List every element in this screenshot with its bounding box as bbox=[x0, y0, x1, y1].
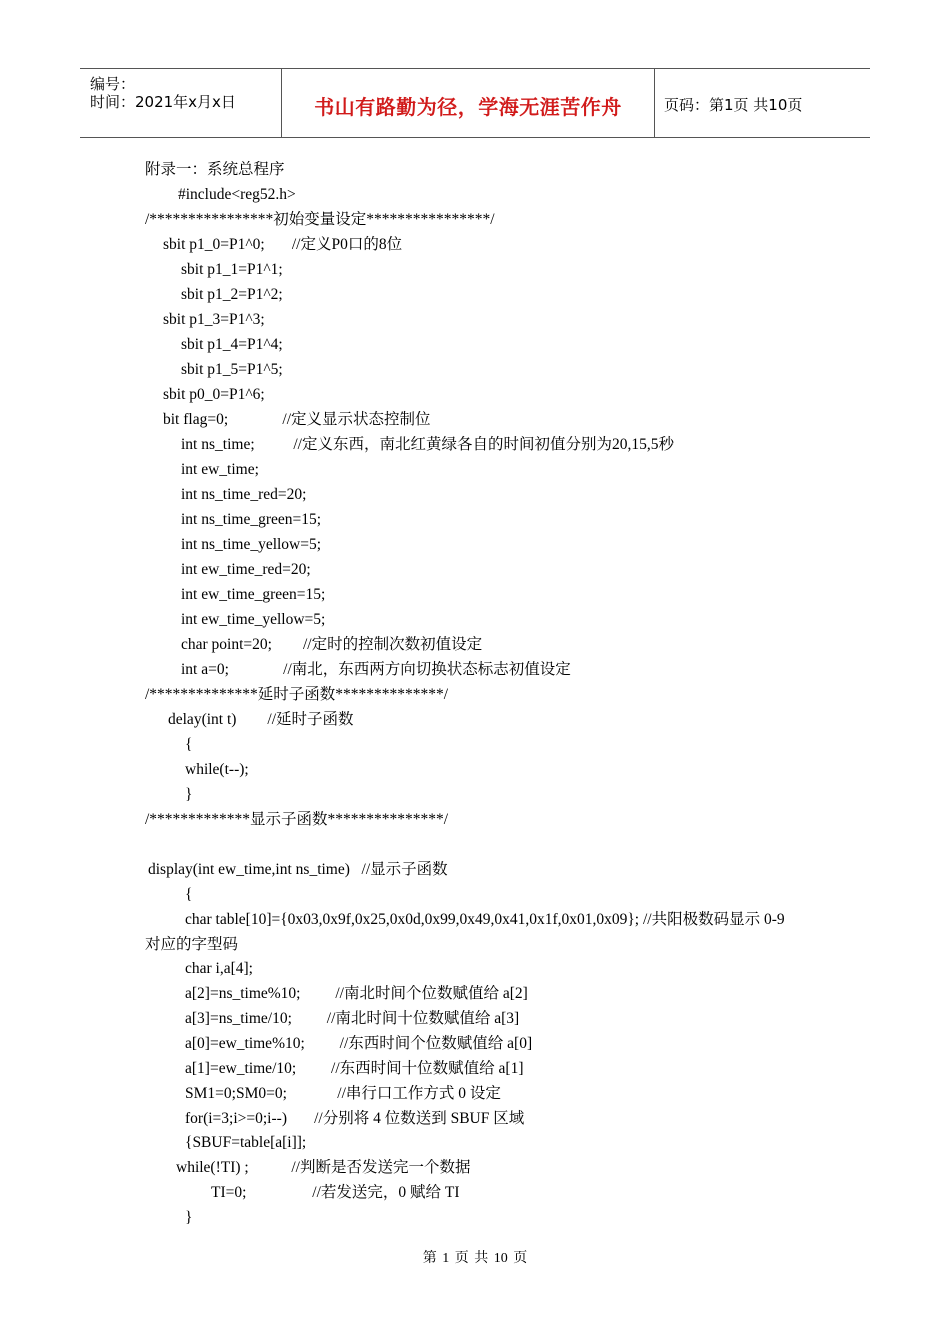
code-line: int ew_time; bbox=[181, 461, 259, 478]
code-line: display(int ew_time,int ns_time) //显示子函数 bbox=[148, 861, 448, 878]
code-line: int a=0; //南北，东西两方向切换状态标志初值设定 bbox=[181, 661, 571, 678]
code-line: for(i=3;i>=0;i--) //分别将 4 位数送到 SBUF 区域 bbox=[185, 1110, 525, 1127]
code-line: char i,a[4]; bbox=[185, 960, 253, 977]
number-label: 编号： bbox=[90, 75, 136, 93]
code-line: int ns_time_yellow=5; bbox=[181, 536, 322, 553]
code-line: 附录一：系统总程序 bbox=[145, 161, 285, 178]
code-line: sbit p1_0=P1^0; //定义P0口的8位 bbox=[163, 236, 403, 253]
code-line: sbit p1_3=P1^3; bbox=[163, 311, 265, 328]
code-line: char table[10]={0x03,0x9f,0x25,0x0d,0x99,0x49,0x41,0x1f,0x01,0x09}; //共阳极数码显示 0-9 bbox=[185, 911, 785, 928]
code-line: /**************延时子函数**************/ bbox=[145, 686, 449, 703]
code-line: while(!TI) ; //判断是否发送完一个数据 bbox=[176, 1159, 471, 1176]
code-line: } bbox=[185, 1209, 193, 1226]
page-footer: 第 1 页 共 10 页 bbox=[422, 1251, 528, 1266]
date-label: 时间：2021年x月x日 bbox=[90, 93, 236, 111]
code-line: /****************初始变量设定****************/ bbox=[145, 211, 495, 228]
code-line: int ew_time_green=15; bbox=[181, 586, 326, 603]
page-info: 页码：第1页 共10页 bbox=[664, 96, 803, 114]
code-line: {SBUF=table[a[i]]; bbox=[185, 1134, 307, 1151]
code-line: sbit p1_2=P1^2; bbox=[181, 286, 283, 303]
code-line: delay(int t) //延时子函数 bbox=[168, 711, 354, 728]
code-line: a[3]=ns_time/10; //南北时间十位数赋值给 a[3] bbox=[185, 1010, 520, 1027]
code-line: sbit p1_4=P1^4; bbox=[181, 336, 283, 353]
code-line: int ew_time_red=20; bbox=[181, 561, 311, 578]
code-line: int ns_time; //定义东西，南北红黄绿各自的时间初值分别为20,15,5秒 bbox=[181, 436, 674, 453]
code-line: while(t--); bbox=[185, 761, 249, 778]
code-line: char point=20; //定时的控制次数初值设定 bbox=[181, 636, 483, 653]
code-line: a[2]=ns_time%10; //南北时间个位数赋值给 a[2] bbox=[185, 985, 528, 1002]
code-line: } bbox=[185, 786, 193, 803]
header-left-cell bbox=[80, 69, 282, 137]
code-line: sbit p0_0=P1^6; bbox=[163, 386, 265, 403]
motto-text: 书山有路勤为径，学海无涯苦作舟 bbox=[314, 95, 622, 119]
code-line: { bbox=[185, 736, 193, 753]
code-line: int ns_time_green=15; bbox=[181, 511, 322, 528]
header-right-cell bbox=[655, 69, 870, 137]
code-line: a[1]=ew_time/10; //东西时间十位数赋值给 a[1] bbox=[185, 1060, 524, 1077]
code-line: TI=0; //若发送完，0 赋给 TI bbox=[211, 1184, 460, 1201]
header-middle-cell bbox=[282, 69, 655, 137]
code-line: a[0]=ew_time%10; //东西时间个位数赋值给 a[0] bbox=[185, 1035, 533, 1052]
code-line: SM1=0;SM0=0; //串行口工作方式 0 设定 bbox=[185, 1085, 501, 1102]
code-line: int ew_time_yellow=5; bbox=[181, 611, 326, 628]
code-line: /*************显示子函数***************/ bbox=[145, 811, 449, 828]
code-line: { bbox=[185, 886, 193, 903]
code-line: bit flag=0; //定义显示状态控制位 bbox=[163, 411, 431, 428]
document-header bbox=[80, 68, 870, 138]
code-line: sbit p1_1=P1^1; bbox=[181, 261, 283, 278]
code-line: int ns_time_red=20; bbox=[181, 486, 307, 503]
code-line: sbit p1_5=P1^5; bbox=[181, 361, 283, 378]
code-line: #include<reg52.h> bbox=[178, 186, 296, 203]
code-line: 对应的字型码 bbox=[145, 936, 239, 953]
